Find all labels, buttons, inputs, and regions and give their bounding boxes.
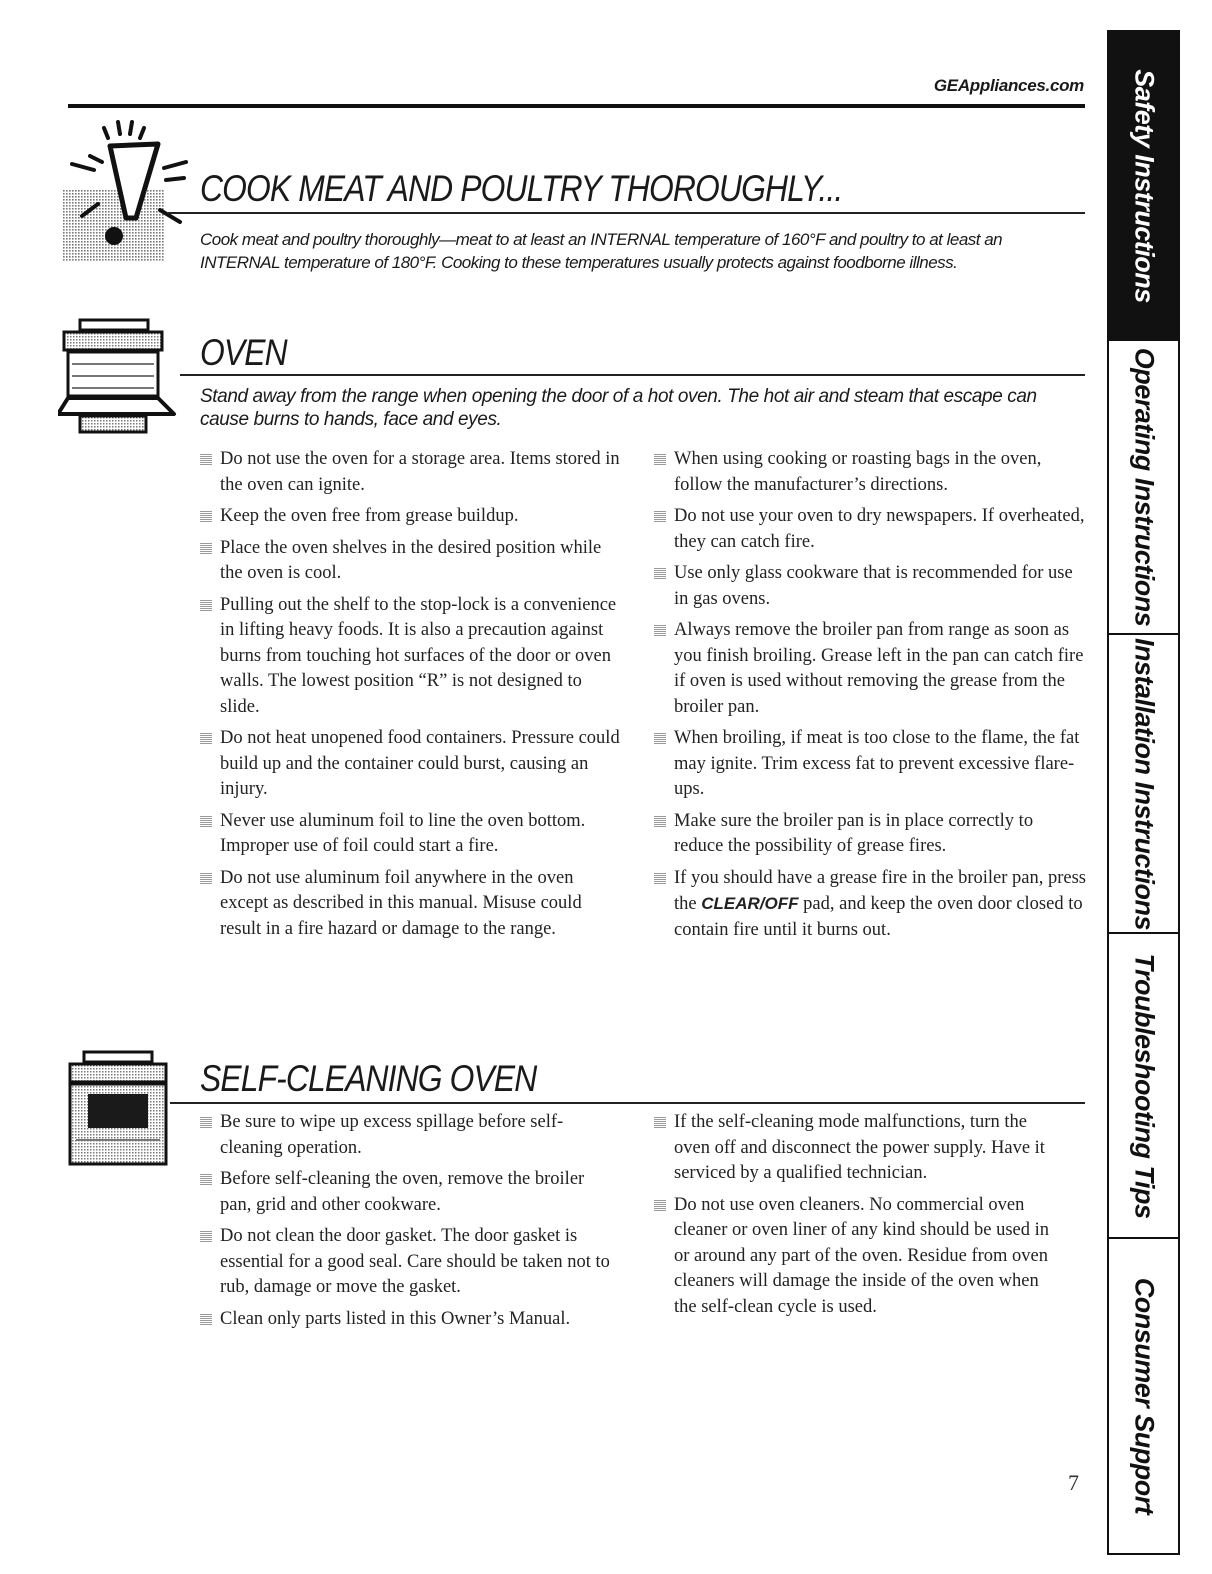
list-item-text: Do not clean the door gasket. The door gasket is essential for a good seal. Care should be taken not to rub, damage or move the gasket.	[220, 1226, 610, 1297]
list-item	[654, 809, 1086, 860]
self-cleaning-rule	[170, 1102, 1085, 1104]
list-item-text: Never use aluminum foil to line the oven bottom. Improper use of foil could start a fire.	[220, 810, 586, 856]
website-url: GEAppliances.com	[933, 76, 1084, 95]
list-item-text: Do not use oven cleaners. No commercial oven cleaner or oven liner of any kind should be used in or around any part of the oven. Residue from oven cleaners will damage the inside of the oven when the self-clean cycle is used.	[674, 1194, 1050, 1317]
list-item-text-after: pad, and keep the oven door closed to contain fire until it burns out.	[674, 894, 1083, 940]
cook-meat-title: COOK MEAT AND POULTRY THOROUGHLY...	[200, 168, 843, 209]
bullet-icon	[200, 1313, 212, 1325]
list-item-text: Use only glass cookware that is recommended for use in gas ovens.	[674, 563, 1073, 609]
list-item	[654, 1110, 1064, 1187]
bullet-icon	[654, 624, 666, 636]
self-cleaning-right-column	[654, 1110, 1064, 1326]
self-cleaning-title: SELF-CLEANING OVEN	[200, 1058, 537, 1099]
cook-meat-lead: Cook meat and poultry thoroughly—meat to at least an INTERNAL temperature of 160°F and poultry to at least an INTERNAL temperature of 180°F. Cooking to these temperatures usually protects against foodborne illness.	[200, 230, 1003, 272]
bullet-icon	[200, 732, 212, 744]
tab-label: Operating Instructions	[1129, 347, 1159, 627]
tab-operating-instructions[interactable]	[1109, 341, 1178, 635]
list-item	[200, 1110, 620, 1161]
oven-open-door-icon	[58, 318, 178, 438]
list-item	[654, 866, 1086, 944]
list-item-text: Keep the oven free from grease buildup.	[220, 506, 519, 526]
list-item	[200, 866, 620, 943]
list-item	[200, 1224, 620, 1301]
list-item-text: Pulling out the shelf to the stop-lock is a convenience in lifting heavy foods. It is also a precaution against burns from touching hot surfaces of the door or oven walls. The lowest position “R” is not designed to slide.	[220, 594, 617, 717]
oven-left-column	[200, 447, 620, 948]
list-item-text: Do not use your oven to dry newspapers. If overheated, they can catch fire.	[674, 506, 1085, 552]
bullet-icon	[654, 567, 666, 579]
tab-label: Safety Instructions	[1129, 68, 1159, 303]
list-item-text: If the self-cleaning mode malfunctions, turn the oven off and disconnect the power supply. Have it serviced by a qualified technician.	[674, 1112, 1045, 1183]
self-cleaning-oven-icon	[66, 1050, 170, 1170]
list-item-text	[674, 868, 1086, 940]
bullet-icon	[654, 1116, 666, 1128]
list-item	[200, 1307, 620, 1333]
list-item	[200, 536, 620, 587]
bullet-icon	[200, 1230, 212, 1242]
bullet-icon	[200, 872, 212, 884]
bullet-icon	[200, 1173, 212, 1185]
oven-rule	[180, 374, 1085, 376]
bullet-icon	[200, 599, 212, 611]
list-item-text: Be sure to wipe up excess spillage before self-cleaning operation.	[220, 1112, 564, 1158]
bullet-icon	[654, 453, 666, 465]
list-item	[200, 726, 620, 803]
list-item-text: When broiling, if meat is too close to the flame, the fat may ignite. Trim excess fat to prevent excessive flare-ups.	[674, 728, 1080, 799]
list-item-text-before: If you should have a grease fire in the broiler pan, press the	[674, 867, 1086, 914]
list-item-text: Do not use the oven for a storage area. Items stored in the oven can ignite.	[220, 449, 620, 495]
bullet-icon	[200, 1116, 212, 1128]
oven-right-column	[654, 447, 1086, 949]
list-item	[654, 1193, 1064, 1321]
list-item	[200, 1167, 620, 1218]
bullet-icon	[654, 872, 666, 884]
list-item-text: Do not heat unopened food containers. Pressure could build up and the container could burst, causing an injury.	[220, 728, 620, 799]
header-rule	[68, 104, 1085, 108]
list-item	[654, 726, 1086, 803]
bullet-icon	[654, 1199, 666, 1211]
list-item	[200, 447, 620, 498]
oven-lead: Stand away from the range when opening the door of a hot oven. The hot air and steam that escape can cause burns to hands, face and eyes.	[200, 386, 1037, 430]
list-item	[654, 561, 1086, 612]
cook-meat-rule	[168, 212, 1085, 214]
warning-exclamation-icon	[60, 118, 190, 268]
list-item	[654, 447, 1086, 498]
list-item-text: When using cooking or roasting bags in the oven, follow the manufacturer’s directions.	[674, 449, 1042, 495]
list-item	[200, 504, 620, 530]
tab-label: Consumer Support	[1129, 1277, 1159, 1515]
bullet-icon	[654, 732, 666, 744]
tab-label: Troubleshooting Tips	[1129, 953, 1159, 1218]
tab-installation-instructions[interactable]	[1109, 635, 1178, 934]
bullet-icon	[200, 542, 212, 554]
list-item	[654, 618, 1086, 720]
tab-safety-instructions[interactable]	[1109, 32, 1178, 341]
list-item-text: Do not use aluminum foil anywhere in the oven except as described in this manual. Misuse could result in a fire hazard or damage to the range.	[220, 867, 582, 939]
clear-off-pad-label: CLEAR/OFF	[701, 894, 799, 913]
side-tab-strip	[1107, 30, 1180, 1555]
oven-title: OVEN	[200, 332, 287, 373]
list-item-text: Place the oven shelves in the desired position while the oven is cool.	[220, 537, 602, 583]
list-item	[200, 809, 620, 860]
list-item	[654, 504, 1086, 555]
tab-label: Installation Instructions	[1129, 637, 1159, 930]
page-number: 7	[1068, 1470, 1079, 1495]
tab-consumer-support[interactable]	[1109, 1239, 1178, 1553]
list-item	[200, 593, 620, 721]
bullet-icon	[654, 815, 666, 827]
bullet-icon	[200, 815, 212, 827]
bullet-icon	[654, 510, 666, 522]
list-item-text: Always remove the broiler pan from range as soon as you finish broiling. Grease left in the pan can catch fire if oven is used without removing the grease from the broiler pan.	[674, 620, 1084, 717]
self-cleaning-left-column	[200, 1110, 620, 1338]
list-item-text: Make sure the broiler pan is in place correctly to reduce the possibility of grease fires.	[674, 810, 1034, 856]
bullet-icon	[200, 453, 212, 465]
tab-troubleshooting-tips[interactable]	[1109, 934, 1178, 1239]
list-item-text: Before self-cleaning the oven, remove the broiler pan, grid and other cookware.	[220, 1169, 585, 1215]
list-item-text: Clean only parts listed in this Owner’s Manual.	[220, 1308, 571, 1329]
bullet-icon	[200, 510, 212, 522]
